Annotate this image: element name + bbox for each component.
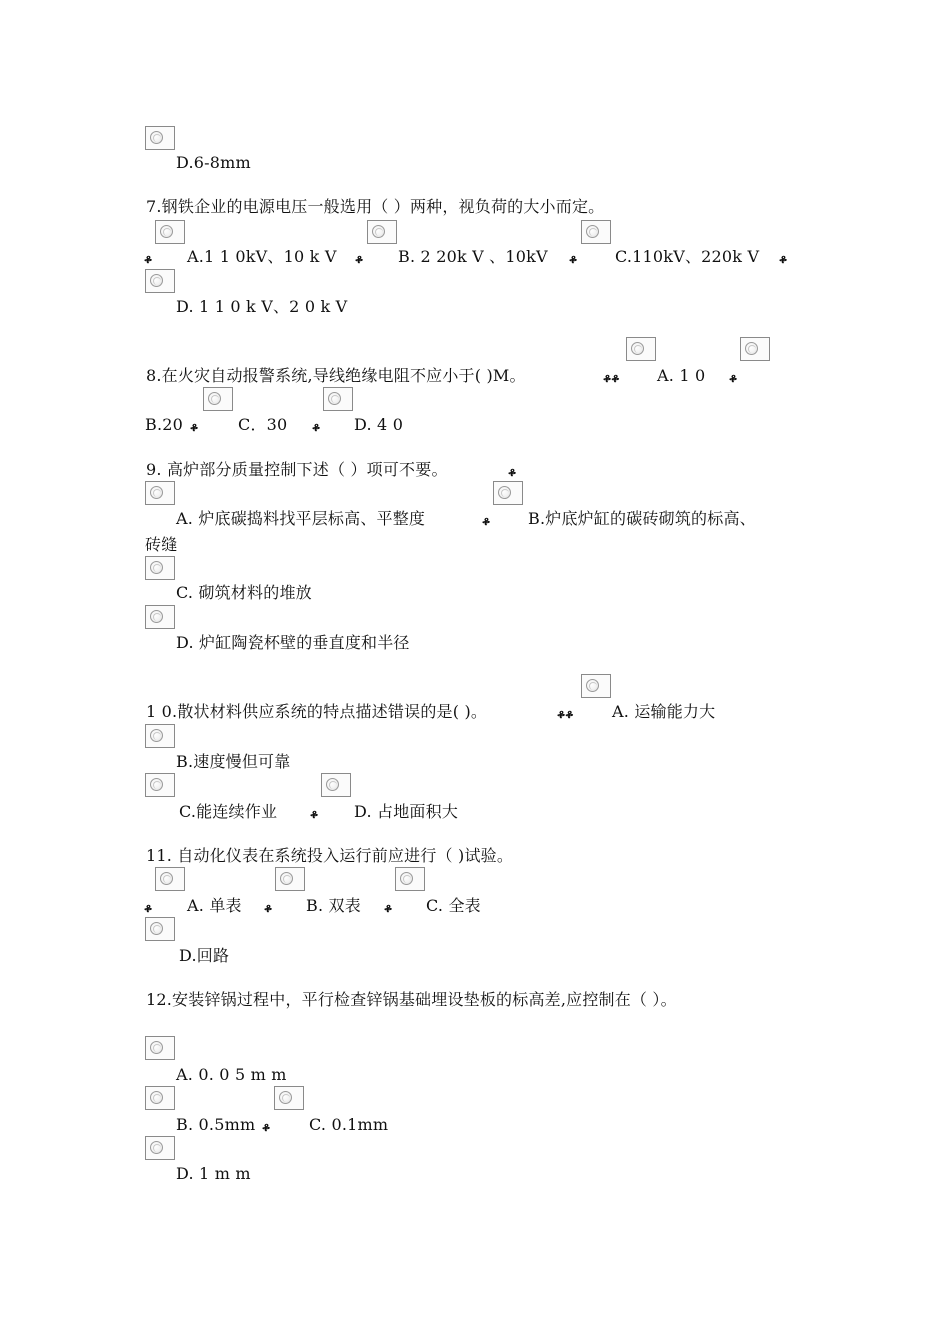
radio-q11-d[interactable] <box>145 917 175 941</box>
q12-option-d: D. 1 m m <box>176 1164 251 1183</box>
radio-circle-icon <box>279 1091 292 1104</box>
radio-circle-icon <box>400 872 413 885</box>
list-mark: ቆ <box>384 901 393 915</box>
radio-circle-icon <box>160 872 173 885</box>
radio-q7-d[interactable] <box>145 269 175 293</box>
q8-stem: 8.在火灾自动报警系统,导线绝缘电阻不应小于( )M。 <box>146 366 526 385</box>
radio-circle-icon <box>150 778 163 791</box>
radio-q7-c[interactable] <box>581 220 611 244</box>
q9-option-d: D. 炉缸陶瓷杯壁的垂直度和半径 <box>176 633 410 652</box>
radio-q12-d[interactable] <box>145 1136 175 1160</box>
q9-option-a: A. 炉底碳捣料找平层标高、平整度 <box>176 509 426 528</box>
q11-stem: 11. 自动化仪表在系统投入运行前应进行（ )试验。 <box>146 846 514 865</box>
radio-q11-b[interactable] <box>275 867 305 891</box>
q9-stem: 9. 高炉部分质量控制下述（ ）项可不要。 <box>146 460 448 479</box>
q11-option-d: D.回路 <box>179 946 230 965</box>
radio-circle-icon <box>631 342 644 355</box>
list-mark: ቆ <box>190 420 199 434</box>
radio-q9-a[interactable] <box>145 481 175 505</box>
radio-q10-b[interactable] <box>145 724 175 748</box>
radio-circle-icon <box>326 778 339 791</box>
q10-option-c: C.能连续作业 <box>179 802 278 821</box>
q9-option-c: C. 砌筑材料的堆放 <box>176 583 312 602</box>
q10-stem: 1 0.散状材料供应系统的特点描述错误的是( )。 <box>146 702 488 721</box>
list-mark: ቆቆ <box>603 371 620 385</box>
q6-option-d: D.6-8mm <box>176 153 251 172</box>
q11-option-c: C. 全表 <box>426 896 481 915</box>
radio-circle-icon <box>280 872 293 885</box>
radio-circle-icon <box>150 274 163 287</box>
list-mark: ቆ <box>144 901 153 915</box>
q7-option-c: C.110kV、220k V <box>615 247 760 266</box>
radio-q12-b[interactable] <box>145 1086 175 1110</box>
q8-option-d: D. 4 0 <box>354 415 404 434</box>
list-mark: ቆ <box>482 514 491 528</box>
q10-option-d: D. 占地面积大 <box>354 802 459 821</box>
q7-option-a: A.1 1 0kV、10 k V <box>187 247 337 266</box>
q9-option-b-cont: 砖缝 <box>145 535 178 554</box>
list-mark: ቆ <box>264 901 273 915</box>
q12-stem: 12.安装锌锅过程中，平行检查锌锅基础埋设垫板的标高差,应控制在（ ）。 <box>146 990 677 1009</box>
list-mark: ቆ <box>508 465 517 479</box>
radio-circle-icon <box>150 922 163 935</box>
radio-circle-icon <box>150 1091 163 1104</box>
q10-option-a: A. 运输能力大 <box>612 702 716 721</box>
radio-circle-icon <box>745 342 758 355</box>
list-mark: ቆ <box>310 807 319 821</box>
q8-option-a: A. 1 0 <box>657 366 706 385</box>
radio-q11-c[interactable] <box>395 867 425 891</box>
radio-q8-b[interactable] <box>740 337 770 361</box>
list-mark: ቆ <box>729 371 738 385</box>
radio-circle-icon <box>150 729 163 742</box>
q7-option-d: D. 1 1 0 k V、2 0 k V <box>176 297 348 316</box>
radio-circle-icon <box>498 486 511 499</box>
list-mark: ቆ <box>569 252 578 266</box>
radio-circle-icon <box>372 225 385 238</box>
radio-q9-b[interactable] <box>493 481 523 505</box>
list-mark: ቆ <box>779 252 788 266</box>
radio-q6-d[interactable] <box>145 126 175 150</box>
list-mark: ቆ <box>355 252 364 266</box>
q10-option-b: B.速度慢但可靠 <box>176 752 291 771</box>
radio-circle-icon <box>150 561 163 574</box>
radio-circle-icon <box>150 1141 163 1154</box>
radio-circle-icon <box>150 1041 163 1054</box>
q7-stem: 7.钢铁企业的电源电压一般选用（ ）两种，视负荷的大小而定。 <box>146 197 605 216</box>
list-mark: ቆቆ <box>557 707 574 721</box>
radio-circle-icon <box>150 131 163 144</box>
q12-option-c: C. 0.1mm <box>309 1115 389 1134</box>
q8-option-c: C．30 <box>238 415 288 434</box>
radio-q10-c[interactable] <box>145 773 175 797</box>
q8-option-b: B.20 <box>145 415 184 434</box>
radio-circle-icon <box>150 486 163 499</box>
q9-option-b: B.炉底炉缸的碳砖砌筑的标高、 <box>528 509 756 528</box>
list-mark: ቆ <box>312 420 321 434</box>
radio-q10-a[interactable] <box>581 674 611 698</box>
radio-circle-icon <box>328 392 341 405</box>
radio-circle-icon <box>150 610 163 623</box>
radio-q8-c[interactable] <box>203 387 233 411</box>
radio-circle-icon <box>586 225 599 238</box>
radio-q9-d[interactable] <box>145 605 175 629</box>
q12-option-a: A. 0. 0 5 m m <box>176 1065 287 1084</box>
q11-option-a: A. 单表 <box>187 896 242 915</box>
radio-q10-d[interactable] <box>321 773 351 797</box>
radio-q12-a[interactable] <box>145 1036 175 1060</box>
radio-q7-a[interactable] <box>155 220 185 244</box>
q12-option-b: B. 0.5mm <box>176 1115 256 1134</box>
radio-q11-a[interactable] <box>155 867 185 891</box>
q7-option-b: B. 2 20k V 、10kV <box>398 247 548 266</box>
radio-q7-b[interactable] <box>367 220 397 244</box>
radio-circle-icon <box>160 225 173 238</box>
list-mark: ቆ <box>144 252 153 266</box>
radio-q8-d[interactable] <box>323 387 353 411</box>
radio-q12-c[interactable] <box>274 1086 304 1110</box>
radio-q9-c[interactable] <box>145 556 175 580</box>
radio-q8-a[interactable] <box>626 337 656 361</box>
radio-circle-icon <box>586 679 599 692</box>
radio-circle-icon <box>208 392 221 405</box>
q11-option-b: B. 双表 <box>306 896 361 915</box>
list-mark: ቆ <box>262 1120 271 1134</box>
